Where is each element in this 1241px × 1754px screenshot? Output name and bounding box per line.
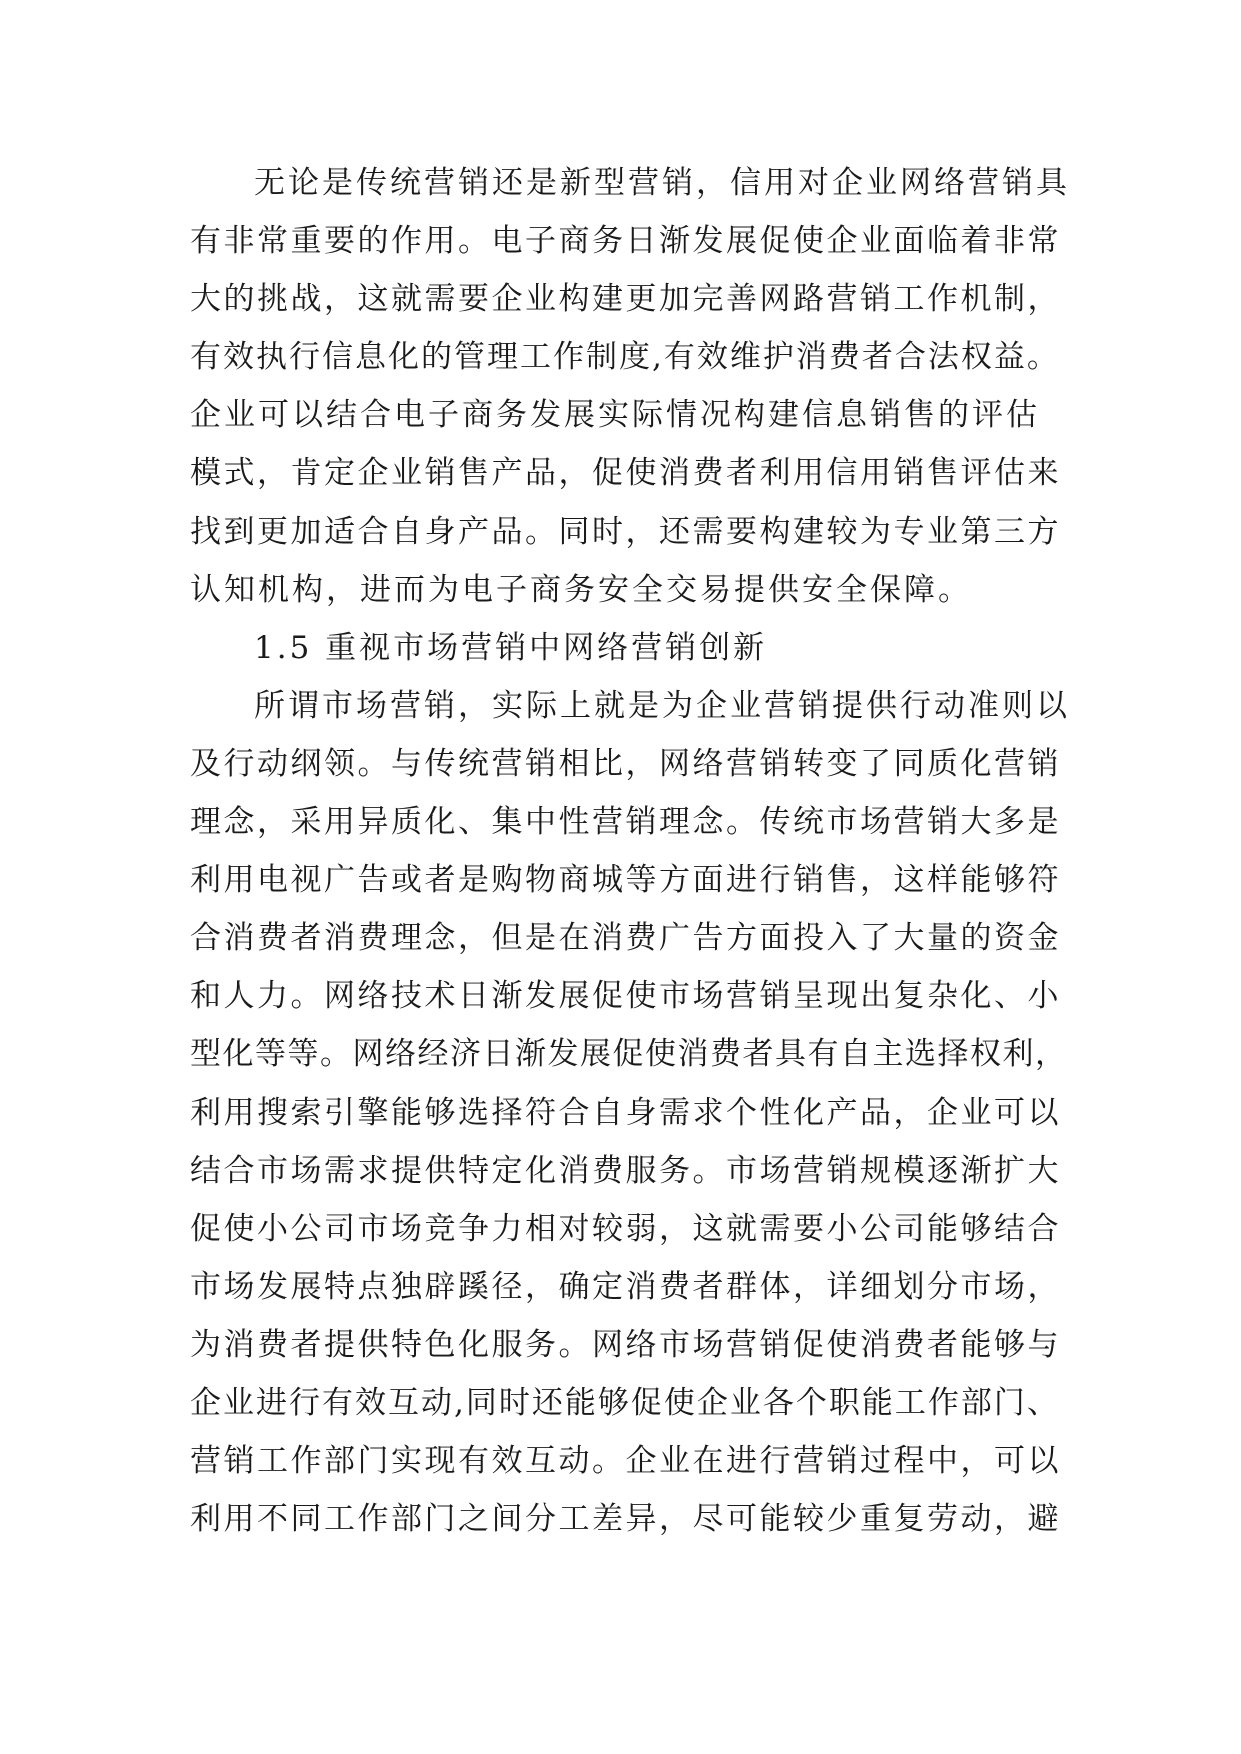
text-line: 利用搜索引擎能够选择符合自身需求个性化产品，企业可以 (190, 1094, 1061, 1131)
text-line: 有非常重要的作用。电子商务日渐发展促使企业面临着非常 (190, 223, 1061, 260)
text-line: 理念，采用异质化、集中性营销理念。传统市场营销大多是 (190, 804, 1061, 841)
text-line: 合消费者消费理念，但是在消费广告方面投入了大量的资金 (190, 920, 1061, 957)
text-line: 型化等等。网络经济日渐发展促使消费者具有自主选择权利， (190, 1036, 1068, 1073)
text-line: 及行动纲领。与传统营销相比，网络营销转变了同质化营销 (190, 745, 1061, 782)
text-line: 1.5 重视市场营销中网络营销创新 (254, 629, 768, 666)
text-line: 为消费者提供特色化服务。网络市场营销促使消费者能够与 (190, 1326, 1061, 1363)
text-line: 市场发展特点独辟蹊径，确定消费者群体，详细划分市场， (190, 1268, 1061, 1305)
text-line: 模式，肯定企业销售产品，促使消费者利用信用销售评估来 (190, 455, 1061, 492)
text-line: 利用电视广告或者是购物商城等方面进行销售，这样能够符 (190, 862, 1061, 899)
text-line: 企业可以结合电子商务发展实际情况构建信息销售的评估 (190, 397, 1040, 434)
text-line: 有效执行信息化的管理工作制度,有效维护消费者合法权益。 (190, 339, 1060, 376)
text-line: 促使小公司市场竞争力相对较弱，这就需要小公司能够结合 (190, 1210, 1061, 1247)
text-line: 认知机构，进而为电子商务安全交易提供安全保障。 (190, 571, 972, 608)
body-text (190, 154, 1070, 1548)
text-line: 企业进行有效互动,同时还能够促使企业各个职能工作部门、 (190, 1384, 1060, 1421)
text-line: 结合市场需求提供特定化消费服务。市场营销规模逐渐扩大 (190, 1152, 1061, 1189)
text-line: 所谓市场营销，实际上就是为企业营销提供行动准则以 (254, 687, 1070, 724)
text-line: 大的挑战，这就需要企业构建更加完善网路营销工作机制， (190, 281, 1061, 318)
text-line: 利用不同工作部门之间分工差异，尽可能较少重复劳动，避 (190, 1501, 1061, 1538)
text-line: 和人力。网络技术日渐发展促使市场营销呈现出复杂化、小 (190, 978, 1061, 1015)
text-line: 营销工作部门实现有效互动。企业在进行营销过程中，可以 (190, 1443, 1061, 1480)
text-line: 无论是传统营销还是新型营销，信用对企业网络营销具 (254, 165, 1070, 201)
text-line: 找到更加适合自身产品。同时，还需要构建较为专业第三方 (190, 513, 1061, 550)
